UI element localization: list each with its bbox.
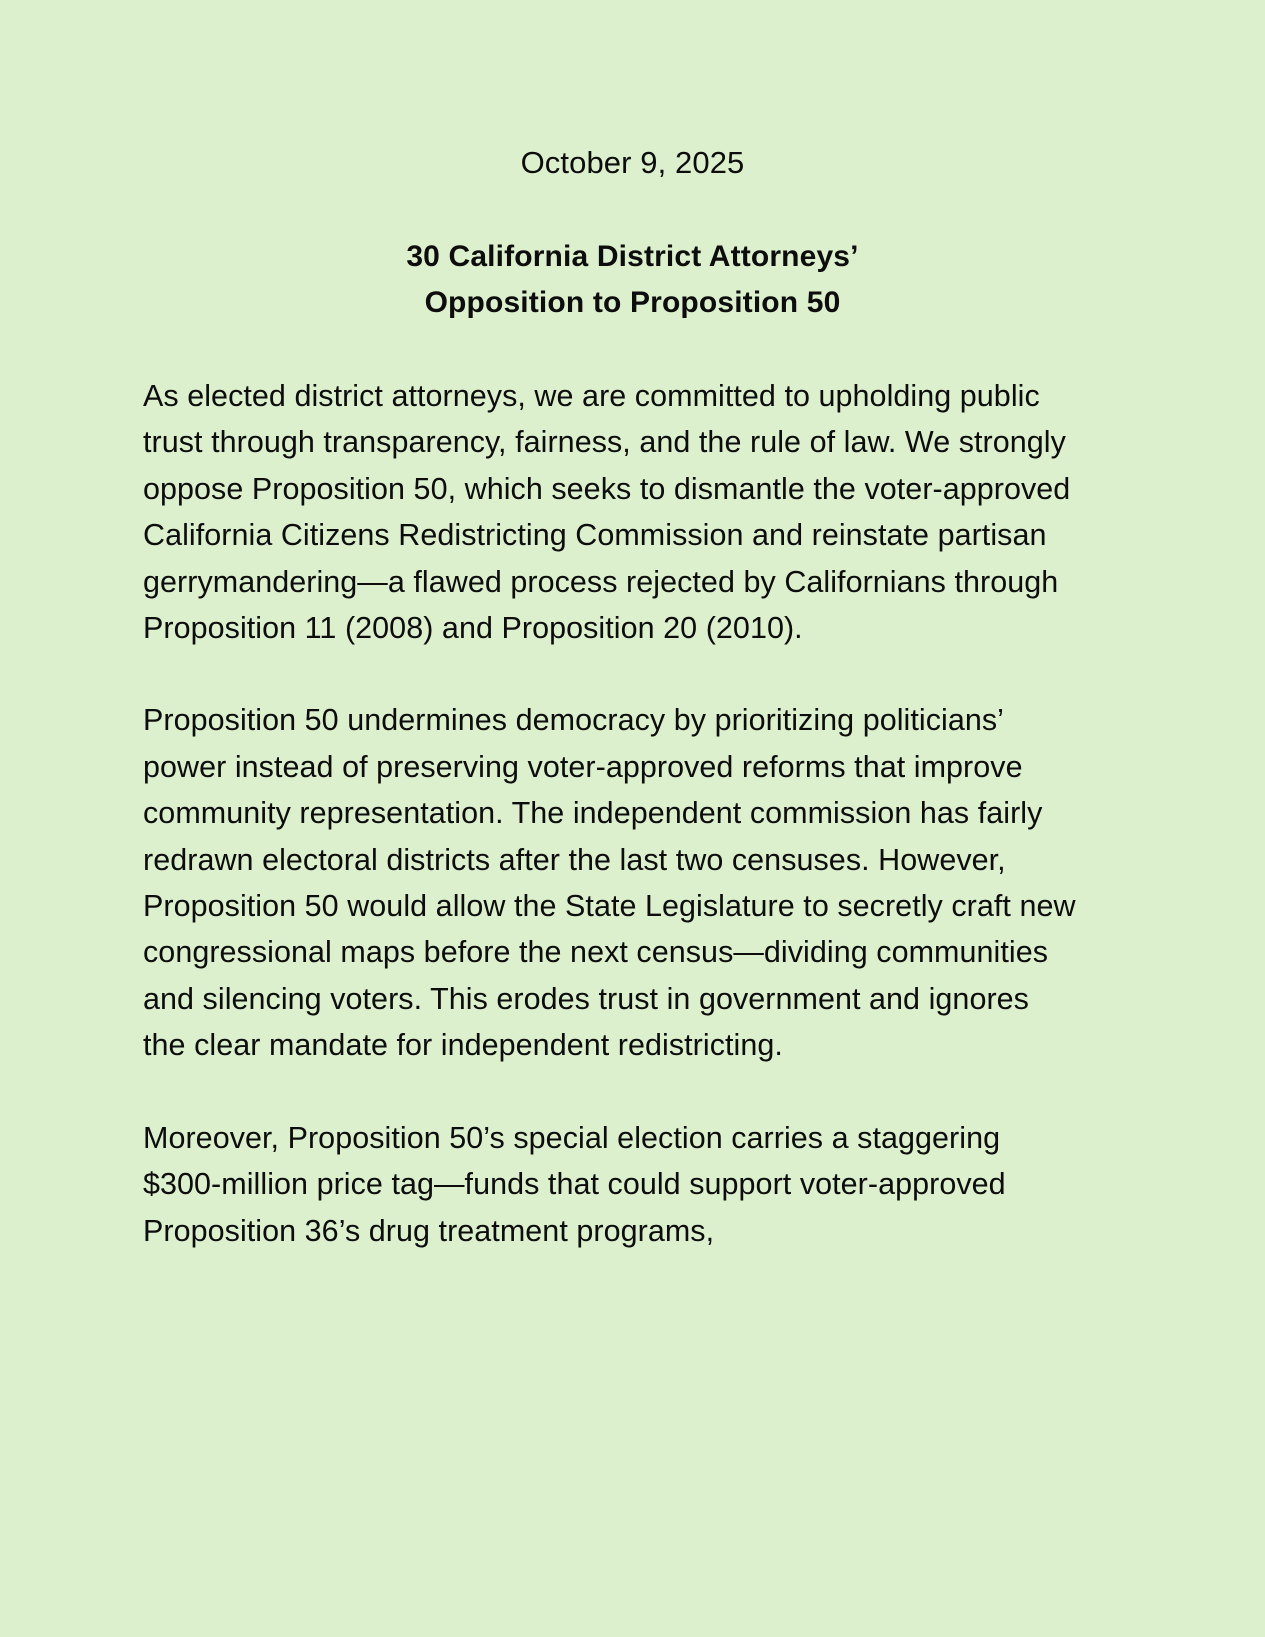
document-body <box>143 373 1085 1254</box>
body-paragraph-3: Moreover, Proposition 50’s special election carries a staggering $300-million price tag—funds that could support voter-approved Proposition 36’s drug treatment programs, <box>143 1120 1015 1248</box>
title-line-2: Opposition to Proposition 50 <box>424 286 841 319</box>
document-date: October 9, 2025 <box>520 145 745 180</box>
document-title <box>0 234 1265 326</box>
body-paragraph-2: Proposition 50 undermines democracy by prioritizing politicians’ power instead of preserving voter-approved reforms that improve community representation. The independent commission has fairly redrawn electoral districts after the last two censuses. However, Proposition 50 would allow the State Legislature to secretly craft new congressional maps before the next census—dividing communities and silencing voters. This erodes trust in government and ignores the clear mandate for independent redistricting. <box>143 703 1085 1063</box>
body-paragraph-1: As elected district attorneys, we are committed to upholding public trust through transparency, fairness, and the rule of law. We strongly oppose Proposition 50, which seeks to dismantle the voter-approved California Citizens Redistricting Commission and reinstate partisan gerrymandering—a flawed process rejected by Californians through Proposition 11 (2008) and Proposition 20 (2010). <box>143 379 1079 646</box>
title-line-1: 30 California District Attorneys’ <box>406 240 859 273</box>
